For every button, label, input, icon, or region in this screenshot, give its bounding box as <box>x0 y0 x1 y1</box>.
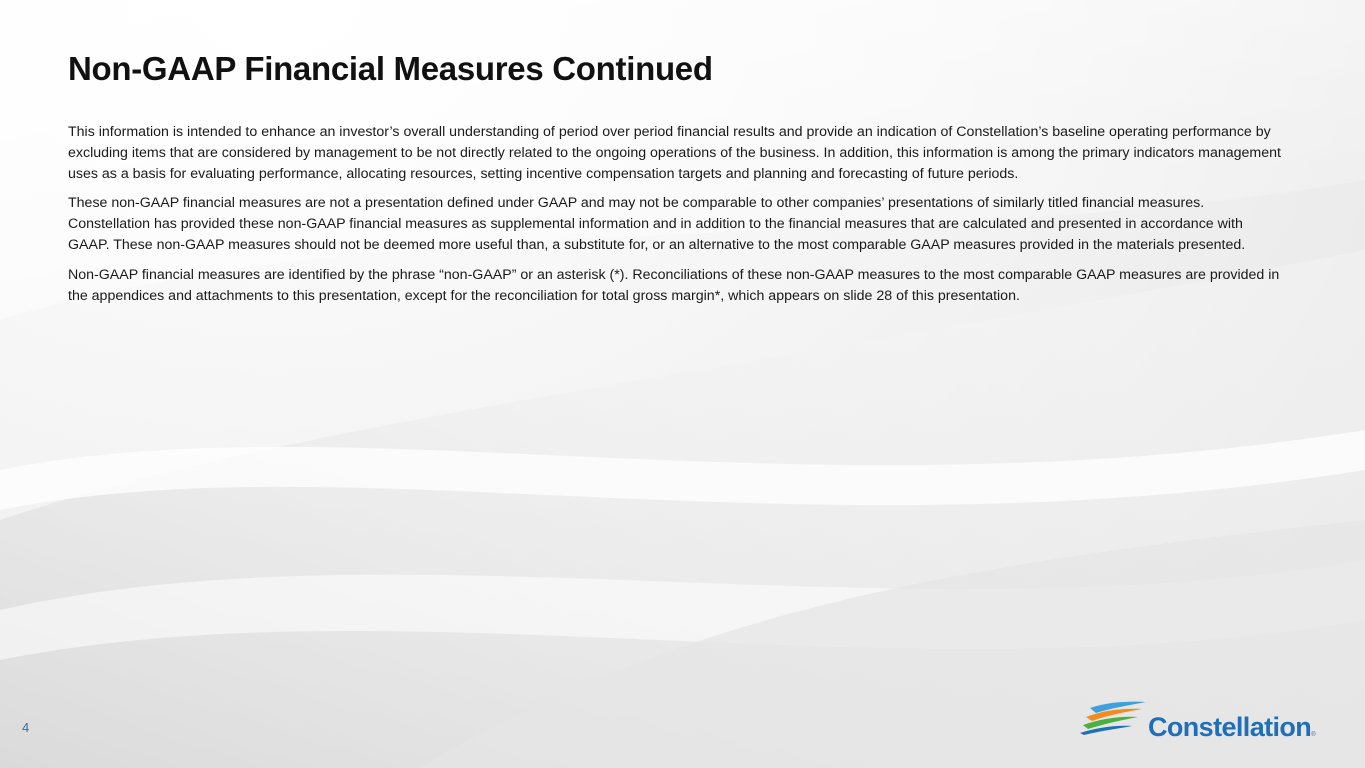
page-title: Non-GAAP Financial Measures Continued <box>68 50 713 87</box>
logo-wordmark-text: Constellation <box>1148 712 1312 742</box>
constellation-logo <box>1080 700 1330 746</box>
logo-wordmark <box>1148 712 1316 743</box>
constellation-swoosh-icon <box>1080 700 1150 736</box>
logo-trademark: ® <box>1311 732 1316 738</box>
paragraph-not-gaap: These non-GAAP financial measures are not a presentation defined under GAAP and may not be comparable to other companies’ presentations of similarly titled financial measures. Constellation has provided these non-GAAP financial measures as supplemental information and in addition to the financial measures that are calculated and presented in accordance with GAAP. These non-GAAP measures should not be deemed more useful than, a substitute for, or an alternative to the most comparable GAAP measures provided in the materials presented. <box>68 195 1246 253</box>
page-number: 4 <box>22 720 30 735</box>
paragraph-purpose: This information is intended to enhance an investor’s overall understanding of period over period financial results and provide an indication of Constellation’s baseline operating performance by excluding items that are considered by management to be not directly related to the ongoing operations of the business. In addition, this information is among the primary indicators management uses as a basis for evaluating performance, allocating resources, setting incentive compensation targets and planning and forecasting of future periods. <box>68 124 1281 182</box>
body-text <box>68 122 1288 315</box>
paragraph-reconciliations: Non-GAAP financial measures are identified by the phrase “non-GAAP” or an asterisk (*). Reconciliations of these non-GAAP measures to the most comparable GAAP measures are provided in the appendices and attachments to this presentation, except for the reconciliation for total gross margin*, which appears on slide 28 of this presentation. <box>68 266 1280 304</box>
